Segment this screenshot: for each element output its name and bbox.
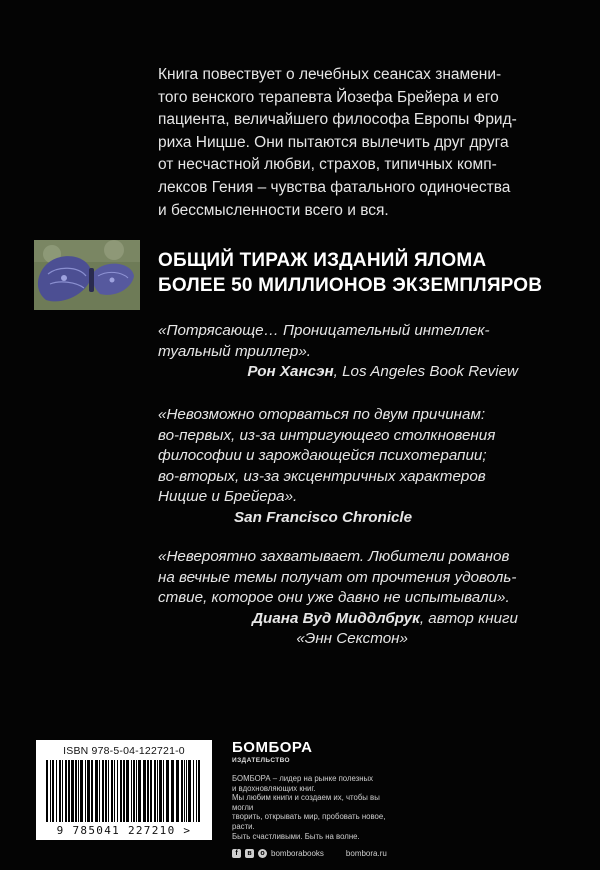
website-link[interactable]: bombora.ru	[345, 849, 387, 859]
barcode-stripe	[56, 760, 57, 822]
description-line: Книга повествует о лечебных сеансах знамени-	[158, 66, 502, 83]
headline-line-1: ОБЩИЙ ТИРАЖ ИЗДАНИЙ ЯЛОМА	[158, 250, 487, 271]
barcode-stripe	[65, 760, 67, 822]
barcode-stripe	[46, 760, 48, 822]
barcode-stripe	[52, 760, 54, 822]
barcode-icon	[44, 760, 204, 824]
publisher-subtitle: ИЗДАТЕЛЬСТВО	[232, 757, 291, 764]
book-description	[158, 64, 538, 222]
barcode-stripe	[87, 760, 90, 822]
barcode-stripe	[102, 760, 104, 822]
review-quote	[158, 405, 558, 528]
barcode-stripe	[150, 760, 152, 822]
barcode-stripe	[138, 760, 141, 822]
barcode-stripe	[147, 760, 149, 822]
butterfly-artwork	[34, 240, 140, 310]
vk-icon[interactable]: в	[245, 849, 254, 858]
barcode-stripe	[126, 760, 129, 822]
barcode-stripe	[95, 760, 98, 822]
description-line: пациента, величайшего философа Европы Фрид-	[158, 111, 517, 129]
description-line: и бессмысленности всего и вся.	[158, 201, 389, 219]
barcode-stripe	[181, 760, 183, 822]
barcode-stripe	[62, 760, 63, 822]
quote-source: , автор книги	[419, 609, 518, 627]
barcode-stripe	[108, 760, 109, 822]
barcode-stripe	[198, 760, 200, 822]
quote-attribution	[158, 362, 558, 383]
instagram-icon[interactable]: o	[258, 849, 267, 858]
quote-attribution	[158, 508, 558, 529]
publisher-logo: БОМБОРА	[232, 739, 313, 756]
barcode-stripe	[171, 760, 174, 822]
quote-attribution	[158, 609, 558, 630]
barcode-stripe	[91, 760, 93, 822]
publisher-block	[232, 740, 552, 858]
barcode-stripe	[166, 760, 169, 822]
barcode-stripe	[136, 760, 137, 822]
quote-text: «Потрясающе… Проницательный интеллек- туальный триллер».	[158, 322, 490, 360]
barcode-digits: 9 785041 227210 >	[56, 824, 192, 837]
barcode-stripe	[154, 760, 156, 822]
facebook-icon[interactable]: f	[232, 849, 241, 858]
barcode-stripe	[159, 760, 162, 822]
barcode-stripe	[114, 760, 115, 822]
barcode-stripe	[196, 760, 197, 822]
quote-author: Рон Хансэн	[247, 363, 334, 380]
barcode-stripe	[75, 760, 77, 822]
barcode-stripe	[105, 760, 107, 822]
barcode-stripe	[85, 760, 86, 822]
barcode-stripe	[193, 760, 194, 822]
isbn-barcode	[36, 740, 212, 840]
description-line: риха Ницше. Они пытаются вылечить друг друга	[158, 133, 509, 151]
description-line: от несчастной любви, страхов, типичных комп-	[158, 156, 497, 174]
isbn-number: ISBN 978-5-04-122721-0	[63, 745, 185, 757]
barcode-stripe	[184, 760, 185, 822]
barcode-stripe	[186, 760, 187, 822]
quote-source-title: «Энн Секстон»	[296, 630, 408, 647]
social-handle[interactable]: bomborabooks	[271, 849, 324, 859]
publisher-social	[232, 849, 552, 858]
review-quote	[158, 547, 558, 650]
barcode-stripe	[78, 760, 79, 822]
barcode-stripe	[131, 760, 132, 822]
barcode-stripe	[80, 760, 83, 822]
barcode-stripe	[157, 760, 158, 822]
headline-line-2: БОЛЕЕ 50 МИЛЛИОНОВ ЭКЗЕМПЛЯРОВ	[158, 275, 543, 296]
quote-source: , Los Angeles Book Review	[333, 363, 518, 380]
print-run-headline	[158, 248, 558, 298]
quote-text: «Невозможно оторваться по двум причинам: во-первых, из-за интригующего столкновения философии и зарождающейся психотерапии; во-вторых, из-за эксцентричных характеров Ницше и Брейера».	[158, 406, 496, 505]
review-quote	[158, 321, 558, 383]
description-line: лексов Гения – чувства фатального одиночества	[158, 178, 511, 196]
quote-text: «Невероятно захватывает. Любители романов на вечные темы получат от прочтения удоволь- ствие, которое они уже давно не испытывали».	[158, 548, 517, 606]
description-line: того венского терапевта Йозефа Брейера и его	[158, 88, 499, 106]
barcode-stripe	[188, 760, 191, 822]
quote-author: San Francisco Chronicle	[234, 508, 413, 526]
barcode-stripe	[120, 760, 122, 822]
barcode-stripe	[59, 760, 61, 822]
barcode-stripe	[143, 760, 146, 822]
quote-author: Диана Вуд Миддлбрук	[252, 609, 420, 627]
barcode-stripe	[163, 760, 164, 822]
barcode-stripe	[117, 760, 118, 822]
barcode-stripe	[99, 760, 100, 822]
barcode-stripe	[111, 760, 113, 822]
barcode-stripe	[50, 760, 51, 822]
barcode-stripe	[176, 760, 179, 822]
barcode-stripe	[133, 760, 135, 822]
publisher-description: БОМБОРА – лидер на рынке полезных и вдохновляющих книг. Мы любим книги и создаем их, чтобы вы могли творить, открывать мир, пробовать новое, расти. Быть счастливыми. Быть на волне.	[232, 774, 386, 841]
barcode-stripe	[71, 760, 74, 822]
barcode-stripe	[68, 760, 70, 822]
barcode-stripe	[123, 760, 125, 822]
butterfly-icon	[34, 240, 140, 310]
